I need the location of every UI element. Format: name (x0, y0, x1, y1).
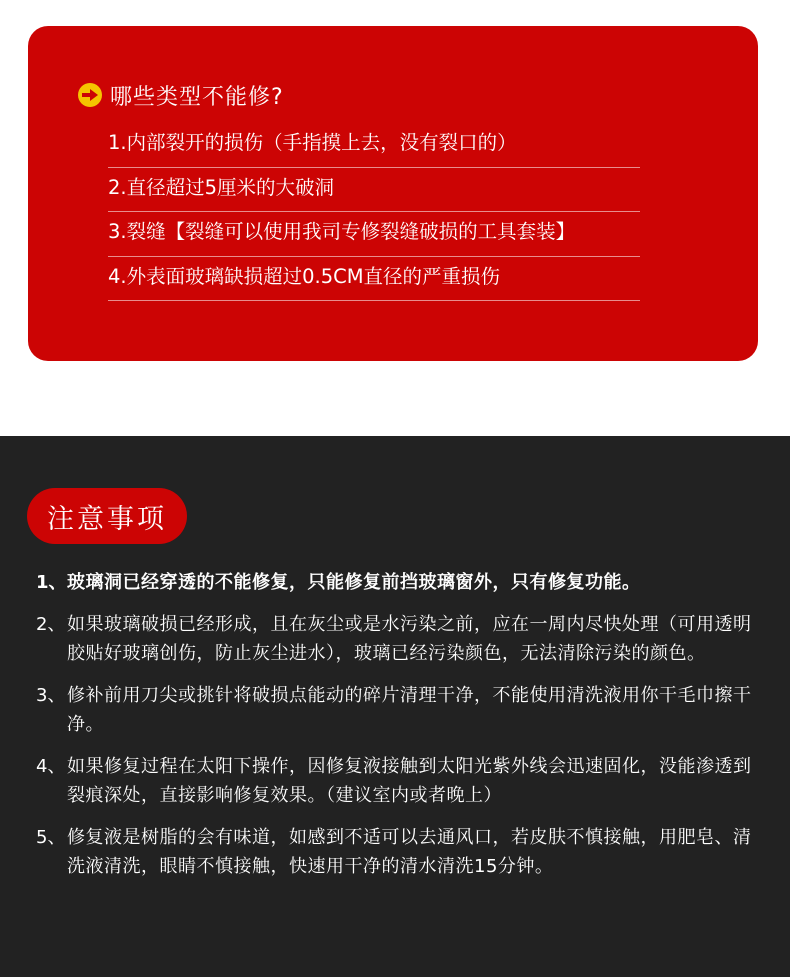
notice-item (36, 568, 756, 597)
card-title: 哪些类型不能修? (110, 84, 284, 110)
list-item: 2.直径超过5厘米的大破洞 (108, 168, 640, 213)
list-item: 3.裂缝【裂缝可以使用我司专修裂缝破损的工具套装】 (108, 212, 640, 257)
card-header (78, 78, 284, 112)
list-item: 1.内部裂开的损伤（手指摸上去，没有裂口的） (108, 123, 640, 168)
notice-number: 3、 (36, 685, 66, 706)
notice-badge (27, 488, 187, 544)
notice-text: 如果修复过程在太阳下操作，因修复液接触到太阳光紫外线会迅速固化，没能渗透到裂痕深处，直接影响修复效果。（建议室内或者晚上） (67, 756, 752, 806)
card-list (108, 123, 640, 301)
arrow-right-circle-icon (78, 83, 102, 107)
notice-text: 修复液是树脂的会有味道，如感到不适可以去通风口，若皮肤不慎接触，用肥皂、清洗液清洗，眼睛不慎接触，快速用干净的清水清洗15分钟。 (67, 827, 752, 877)
notice-title: 注意事项 (47, 503, 167, 535)
notice-list (36, 568, 756, 894)
notice-item (36, 681, 756, 739)
list-item: 4.外表面玻璃缺损超过0.5CM直径的严重损伤 (108, 257, 640, 302)
notice-number: 5、 (36, 827, 66, 848)
repair-limits-card (28, 26, 758, 361)
notice-number: 2、 (36, 614, 66, 635)
notice-section (0, 436, 790, 977)
notice-number: 1、 (36, 572, 67, 593)
notice-item (36, 610, 756, 668)
notice-item (36, 823, 756, 881)
notice-text: 玻璃洞已经穿透的不能修复，只能修复前挡玻璃窗外，只有修复功能。 (67, 572, 641, 593)
notice-text: 修补前用刀尖或挑针将破损点能动的碎片清理干净，不能使用清洗液用你干毛巾擦干净。 (67, 685, 752, 735)
notice-item (36, 752, 756, 810)
notice-text: 如果玻璃破损已经形成，且在灰尘或是水污染之前，应在一周内尽快处理（可用透明胶贴好玻璃创伤，防止灰尘进水），玻璃已经污染颜色，无法清除污染的颜色。 (67, 614, 752, 664)
top-section (0, 0, 790, 436)
notice-number: 4、 (36, 756, 66, 777)
